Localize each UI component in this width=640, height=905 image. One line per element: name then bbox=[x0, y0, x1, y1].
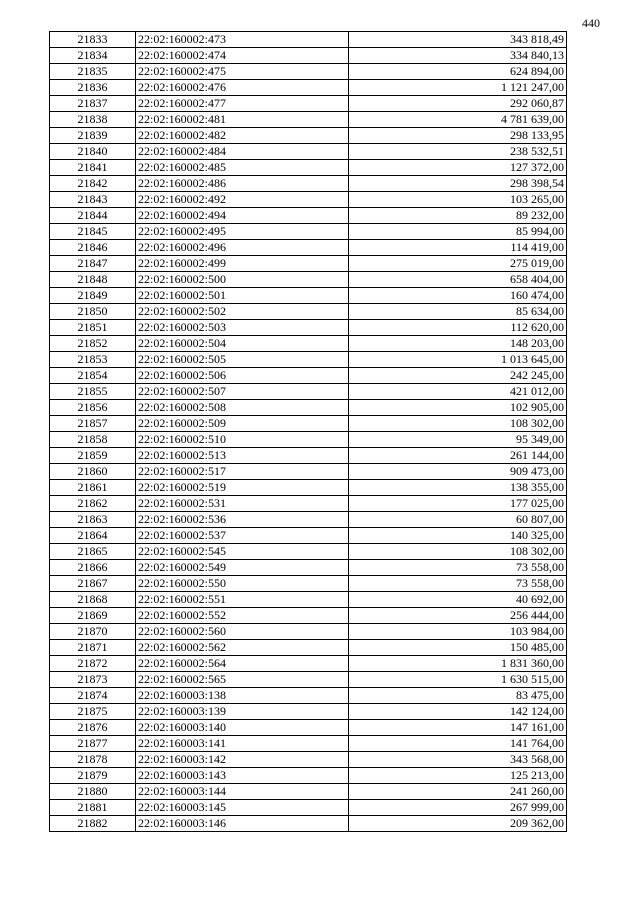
table-row bbox=[50, 704, 567, 720]
table-row bbox=[50, 592, 567, 608]
cadastral-value: 83 475,00 bbox=[349, 688, 567, 704]
cadastral-value: 147 161,00 bbox=[349, 720, 567, 736]
cadastral-value: 177 025,00 bbox=[349, 496, 567, 512]
table-row bbox=[50, 512, 567, 528]
row-number: 21877 bbox=[50, 736, 136, 752]
row-number: 21849 bbox=[50, 288, 136, 304]
row-number: 21836 bbox=[50, 80, 136, 96]
cadastral-value: 140 325,00 bbox=[349, 528, 567, 544]
cadastral-number: 22:02:160002:550 bbox=[136, 576, 349, 592]
table-row bbox=[50, 320, 567, 336]
cadastral-number: 22:02:160002:506 bbox=[136, 368, 349, 384]
cadastral-value: 60 807,00 bbox=[349, 512, 567, 528]
row-number: 21856 bbox=[50, 400, 136, 416]
table-row bbox=[50, 304, 567, 320]
cadastral-value: 114 419,00 bbox=[349, 240, 567, 256]
table-row bbox=[50, 720, 567, 736]
row-number: 21879 bbox=[50, 768, 136, 784]
row-number: 21834 bbox=[50, 48, 136, 64]
row-number: 21850 bbox=[50, 304, 136, 320]
row-number: 21835 bbox=[50, 64, 136, 80]
cadastral-number: 22:02:160002:560 bbox=[136, 624, 349, 640]
cadastral-value: 103 265,00 bbox=[349, 192, 567, 208]
cadastral-value: 421 012,00 bbox=[349, 384, 567, 400]
row-number: 21874 bbox=[50, 688, 136, 704]
row-number: 21867 bbox=[50, 576, 136, 592]
row-number: 21858 bbox=[50, 432, 136, 448]
row-number: 21841 bbox=[50, 160, 136, 176]
cadastral-value: 267 999,00 bbox=[349, 800, 567, 816]
cadastral-number: 22:02:160002:494 bbox=[136, 208, 349, 224]
table-row bbox=[50, 176, 567, 192]
table-row bbox=[50, 496, 567, 512]
cadastral-value: 909 473,00 bbox=[349, 464, 567, 480]
cadastral-number: 22:02:160002:519 bbox=[136, 480, 349, 496]
cadastral-value: 292 060,87 bbox=[349, 96, 567, 112]
row-number: 21843 bbox=[50, 192, 136, 208]
cadastral-number: 22:02:160002:545 bbox=[136, 544, 349, 560]
cadastral-value: 73 558,00 bbox=[349, 576, 567, 592]
cadastral-number: 22:02:160002:496 bbox=[136, 240, 349, 256]
cadastral-value: 108 302,00 bbox=[349, 416, 567, 432]
row-number: 21868 bbox=[50, 592, 136, 608]
cadastral-value: 256 444,00 bbox=[349, 608, 567, 624]
table-body bbox=[50, 32, 567, 832]
cadastral-number: 22:02:160002:481 bbox=[136, 112, 349, 128]
table-row bbox=[50, 272, 567, 288]
row-number: 21845 bbox=[50, 224, 136, 240]
row-number: 21875 bbox=[50, 704, 136, 720]
row-number: 21882 bbox=[50, 816, 136, 832]
table-row bbox=[50, 576, 567, 592]
row-number: 21873 bbox=[50, 672, 136, 688]
cadastral-value: 275 019,00 bbox=[349, 256, 567, 272]
cadastral-number: 22:02:160002:482 bbox=[136, 128, 349, 144]
table-row bbox=[50, 288, 567, 304]
table-row bbox=[50, 560, 567, 576]
table-row bbox=[50, 384, 567, 400]
cadastral-number: 22:02:160002:504 bbox=[136, 336, 349, 352]
cadastral-number: 22:02:160002:510 bbox=[136, 432, 349, 448]
table-row bbox=[50, 432, 567, 448]
table-row bbox=[50, 240, 567, 256]
cadastral-value: 298 398,54 bbox=[349, 176, 567, 192]
cadastral-number: 22:02:160002:531 bbox=[136, 496, 349, 512]
cadastral-number: 22:02:160002:503 bbox=[136, 320, 349, 336]
cadastral-value: 343 818,49 bbox=[349, 32, 567, 48]
cadastral-number: 22:02:160002:476 bbox=[136, 80, 349, 96]
cadastral-number: 22:02:160002:486 bbox=[136, 176, 349, 192]
cadastral-number: 22:02:160002:509 bbox=[136, 416, 349, 432]
cadastral-number: 22:02:160002:500 bbox=[136, 272, 349, 288]
row-number: 21878 bbox=[50, 752, 136, 768]
cadastral-number: 22:02:160003:138 bbox=[136, 688, 349, 704]
row-number: 21844 bbox=[50, 208, 136, 224]
table-row bbox=[50, 48, 567, 64]
cadastral-value: 241 260,00 bbox=[349, 784, 567, 800]
row-number: 21864 bbox=[50, 528, 136, 544]
cadastral-value: 85 634,00 bbox=[349, 304, 567, 320]
table-row bbox=[50, 352, 567, 368]
table-row bbox=[50, 784, 567, 800]
row-number: 21839 bbox=[50, 128, 136, 144]
row-number: 21866 bbox=[50, 560, 136, 576]
table-row bbox=[50, 336, 567, 352]
cadastral-number: 22:02:160002:495 bbox=[136, 224, 349, 240]
cadastral-number: 22:02:160002:484 bbox=[136, 144, 349, 160]
row-number: 21863 bbox=[50, 512, 136, 528]
cadastral-number: 22:02:160003:144 bbox=[136, 784, 349, 800]
cadastral-value: 112 620,00 bbox=[349, 320, 567, 336]
row-number: 21840 bbox=[50, 144, 136, 160]
cadastral-number: 22:02:160002:517 bbox=[136, 464, 349, 480]
cadastral-value: 343 568,00 bbox=[349, 752, 567, 768]
cadastral-number: 22:02:160003:141 bbox=[136, 736, 349, 752]
cadastral-value: 209 362,00 bbox=[349, 816, 567, 832]
table-row bbox=[50, 800, 567, 816]
cadastral-number: 22:02:160002:507 bbox=[136, 384, 349, 400]
table-row bbox=[50, 752, 567, 768]
row-number: 21870 bbox=[50, 624, 136, 640]
cadastral-number: 22:02:160002:499 bbox=[136, 256, 349, 272]
table-row bbox=[50, 32, 567, 48]
row-number: 21869 bbox=[50, 608, 136, 624]
cadastral-value: 85 994,00 bbox=[349, 224, 567, 240]
row-number: 21855 bbox=[50, 384, 136, 400]
row-number: 21859 bbox=[50, 448, 136, 464]
row-number: 21833 bbox=[50, 32, 136, 48]
row-number: 21857 bbox=[50, 416, 136, 432]
cadastral-value: 1 121 247,00 bbox=[349, 80, 567, 96]
row-number: 21872 bbox=[50, 656, 136, 672]
cadastral-number: 22:02:160002:562 bbox=[136, 640, 349, 656]
row-number: 21860 bbox=[50, 464, 136, 480]
cadastral-value: 658 404,00 bbox=[349, 272, 567, 288]
row-number: 21837 bbox=[50, 96, 136, 112]
row-number: 21838 bbox=[50, 112, 136, 128]
cadastral-number: 22:02:160003:146 bbox=[136, 816, 349, 832]
table-row bbox=[50, 480, 567, 496]
table-row bbox=[50, 400, 567, 416]
cadastral-number: 22:02:160002:549 bbox=[136, 560, 349, 576]
table-row bbox=[50, 688, 567, 704]
cadastral-number: 22:02:160002:565 bbox=[136, 672, 349, 688]
cadastral-value: 1 630 515,00 bbox=[349, 672, 567, 688]
row-number: 21846 bbox=[50, 240, 136, 256]
table-row bbox=[50, 128, 567, 144]
table-row bbox=[50, 656, 567, 672]
table-row bbox=[50, 160, 567, 176]
cadastral-number: 22:02:160002:473 bbox=[136, 32, 349, 48]
cadastral-number: 22:02:160002:505 bbox=[136, 352, 349, 368]
cadastral-value: 138 355,00 bbox=[349, 480, 567, 496]
cadastral-number: 22:02:160002:501 bbox=[136, 288, 349, 304]
table-row bbox=[50, 256, 567, 272]
cadastral-number: 22:02:160002:551 bbox=[136, 592, 349, 608]
cadastral-value: 127 372,00 bbox=[349, 160, 567, 176]
cadastral-number: 22:02:160002:552 bbox=[136, 608, 349, 624]
cadastral-number: 22:02:160003:145 bbox=[136, 800, 349, 816]
cadastral-value: 73 558,00 bbox=[349, 560, 567, 576]
cadastral-value: 108 302,00 bbox=[349, 544, 567, 560]
table-row bbox=[50, 528, 567, 544]
page-number: 440 bbox=[582, 16, 600, 30]
cadastral-value: 160 474,00 bbox=[349, 288, 567, 304]
table-row bbox=[50, 416, 567, 432]
table-row bbox=[50, 816, 567, 832]
table-row bbox=[50, 736, 567, 752]
cadastral-number: 22:02:160002:513 bbox=[136, 448, 349, 464]
cadastral-value: 624 894,00 bbox=[349, 64, 567, 80]
cadastral-number: 22:02:160002:564 bbox=[136, 656, 349, 672]
cadastral-number: 22:02:160002:485 bbox=[136, 160, 349, 176]
cadastral-value: 150 485,00 bbox=[349, 640, 567, 656]
row-number: 21853 bbox=[50, 352, 136, 368]
cadastral-value: 1 013 645,00 bbox=[349, 352, 567, 368]
table-row bbox=[50, 672, 567, 688]
cadastral-value-table bbox=[49, 31, 567, 832]
cadastral-number: 22:02:160002:492 bbox=[136, 192, 349, 208]
table-row bbox=[50, 464, 567, 480]
row-number: 21880 bbox=[50, 784, 136, 800]
row-number: 21848 bbox=[50, 272, 136, 288]
row-number: 21852 bbox=[50, 336, 136, 352]
table-row bbox=[50, 224, 567, 240]
cadastral-value: 125 213,00 bbox=[349, 768, 567, 784]
table-row bbox=[50, 112, 567, 128]
row-number: 21871 bbox=[50, 640, 136, 656]
cadastral-value: 102 905,00 bbox=[349, 400, 567, 416]
table-row bbox=[50, 144, 567, 160]
row-number: 21862 bbox=[50, 496, 136, 512]
cadastral-value: 103 984,00 bbox=[349, 624, 567, 640]
row-number: 21854 bbox=[50, 368, 136, 384]
cadastral-number: 22:02:160002:508 bbox=[136, 400, 349, 416]
cadastral-number: 22:02:160003:143 bbox=[136, 768, 349, 784]
cadastral-value: 89 232,00 bbox=[349, 208, 567, 224]
table-row bbox=[50, 768, 567, 784]
table-row bbox=[50, 544, 567, 560]
table-row bbox=[50, 64, 567, 80]
cadastral-value: 238 532,51 bbox=[349, 144, 567, 160]
table-row bbox=[50, 192, 567, 208]
cadastral-value: 261 144,00 bbox=[349, 448, 567, 464]
cadastral-number: 22:02:160002:537 bbox=[136, 528, 349, 544]
table-row bbox=[50, 368, 567, 384]
cadastral-value: 298 133,95 bbox=[349, 128, 567, 144]
cadastral-value: 40 692,00 bbox=[349, 592, 567, 608]
cadastral-value: 142 124,00 bbox=[349, 704, 567, 720]
cadastral-value: 1 831 360,00 bbox=[349, 656, 567, 672]
table-row bbox=[50, 640, 567, 656]
cadastral-number: 22:02:160002:502 bbox=[136, 304, 349, 320]
cadastral-number: 22:02:160003:142 bbox=[136, 752, 349, 768]
row-number: 21861 bbox=[50, 480, 136, 496]
cadastral-number: 22:02:160003:139 bbox=[136, 704, 349, 720]
row-number: 21842 bbox=[50, 176, 136, 192]
table-row bbox=[50, 80, 567, 96]
table-row bbox=[50, 448, 567, 464]
row-number: 21851 bbox=[50, 320, 136, 336]
cadastral-value: 95 349,00 bbox=[349, 432, 567, 448]
table-row bbox=[50, 208, 567, 224]
table-row bbox=[50, 624, 567, 640]
cadastral-number: 22:02:160002:475 bbox=[136, 64, 349, 80]
cadastral-number: 22:02:160003:140 bbox=[136, 720, 349, 736]
cadastral-number: 22:02:160002:477 bbox=[136, 96, 349, 112]
cadastral-value: 334 840,13 bbox=[349, 48, 567, 64]
row-number: 21865 bbox=[50, 544, 136, 560]
row-number: 21847 bbox=[50, 256, 136, 272]
cadastral-value: 148 203,00 bbox=[349, 336, 567, 352]
cadastral-number: 22:02:160002:536 bbox=[136, 512, 349, 528]
cadastral-value: 242 245,00 bbox=[349, 368, 567, 384]
table-row bbox=[50, 96, 567, 112]
table-row bbox=[50, 608, 567, 624]
cadastral-value: 141 764,00 bbox=[349, 736, 567, 752]
row-number: 21876 bbox=[50, 720, 136, 736]
cadastral-value: 4 781 639,00 bbox=[349, 112, 567, 128]
cadastral-number: 22:02:160002:474 bbox=[136, 48, 349, 64]
row-number: 21881 bbox=[50, 800, 136, 816]
